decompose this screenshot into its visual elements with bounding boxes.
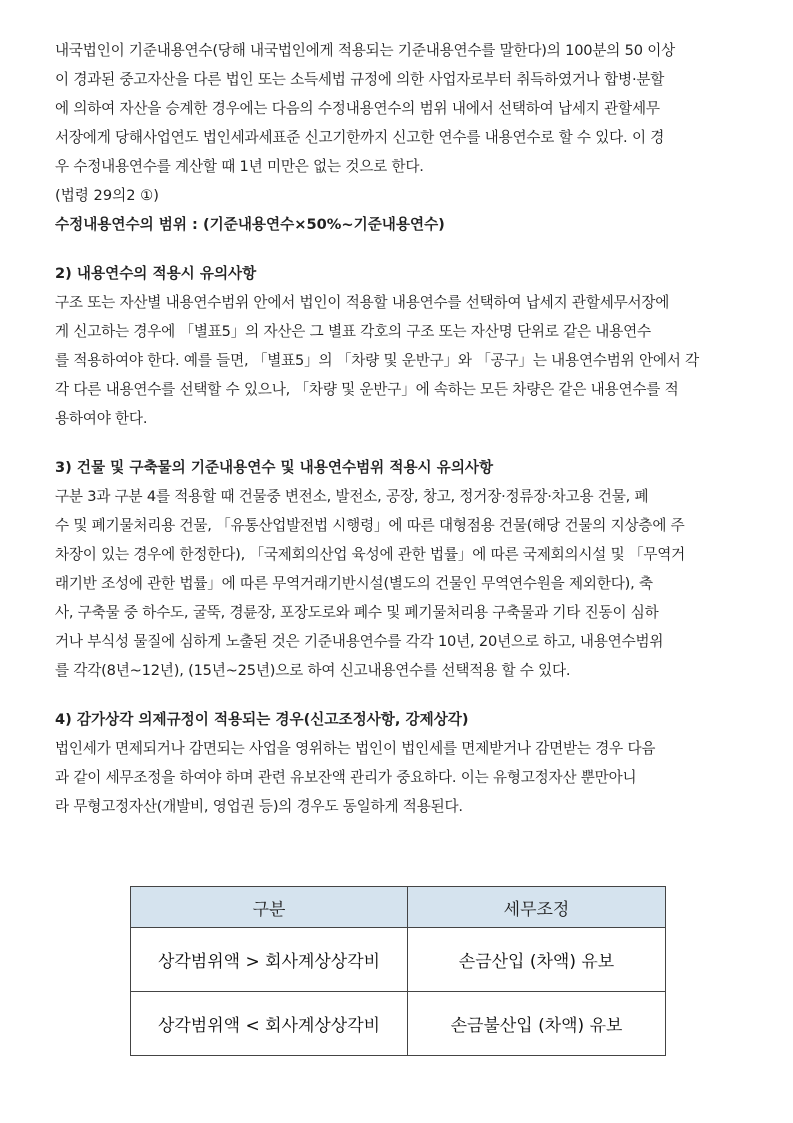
section-3-line: 구분 3과 구분 4를 적용할 때 건물중 변전소, 발전소, 공장, 창고, 정거장·정류장·차고용 건물, 폐 [55, 488, 649, 505]
table-header-row [131, 887, 666, 928]
section-2-paragraph [55, 288, 755, 433]
law-reference: (법령 29의2 ①) [55, 187, 159, 204]
table-cell: 손금산입 (차액) 유보 [408, 928, 666, 992]
intro-line: 우 수정내용연수를 계산할 때 1년 미만은 없는 것으로 한다. [55, 158, 424, 175]
section-2-heading: 2) 내용연수의 적용시 유의사항 [55, 265, 257, 282]
section-3-line: 수 및 폐기물처리용 건물, 「유통산업발전법 시행령」에 따른 대형점용 건물(해당 건물의 지상층에 주 [55, 517, 685, 534]
section-3-line: 래기반 조성에 관한 법률」에 따른 무역거래기반시설(별도의 건물인 무역연수원을 제외한다), 축 [55, 575, 653, 592]
section-2-line: 를 적용하여야 한다. 예를 들면, 「별표5」의 「차량 및 운반구」와 「공구」는 내용연수범위 안에서 각 [55, 352, 700, 369]
section-4-line: 법인세가 면제되거나 감면되는 사업을 영위하는 법인이 법인세를 면제받거나 감면받는 경우 다음 [55, 740, 656, 757]
section-4-heading: 4) 감가상각 의제규정이 적용되는 경우(신고조정사항, 강제상각) [55, 711, 469, 728]
table-row [131, 992, 666, 1056]
section-3-line: 를 각각(8년~12년), (15년~25년)으로 하여 신고내용연수를 선택적용 할 수 있다. [55, 662, 571, 679]
section-3-line: 거나 부식성 물질에 심하게 노출된 것은 기준내용연수를 각각 10년, 20년으로 하고, 내용연수범위 [55, 633, 664, 650]
column-header-category: 구분 [131, 887, 408, 928]
section-2-line: 용하여야 한다. [55, 410, 148, 427]
tax-adjustment-table [130, 886, 666, 1056]
section-3-heading: 3) 건물 및 구축물의 기준내용연수 및 내용연수범위 적용시 유의사항 [55, 459, 494, 476]
section-2-line: 구조 또는 자산별 내용연수범위 안에서 법인이 적용할 내용연수를 선택하여 납세지 관할세무서장에 [55, 294, 670, 311]
intro-line: 내국법인이 기준내용연수(당해 내국법인에게 적용되는 기준내용연수를 말한다)의 100분의 50 이상 [55, 42, 676, 59]
section-3-line: 사, 구축물 중 하수도, 굴뚝, 경륜장, 포장도로와 폐수 및 폐기물처리용 구축물과 기타 진동이 심하 [55, 604, 659, 621]
table-cell: 상각범위액 > 회사계상상각비 [131, 928, 408, 992]
section-2-line: 게 신고하는 경우에 「별표5」의 자산은 그 별표 각호의 구조 또는 자산명 단위로 같은 내용연수 [55, 323, 651, 340]
section-2-line: 각 다른 내용연수를 선택할 수 있으나, 「차량 및 운반구」에 속하는 모든 차량은 같은 내용연수를 적 [55, 381, 679, 398]
table-row [131, 928, 666, 992]
intro-line: 서장에게 당해사업연도 법인세과세표준 신고기한까지 신고한 연수를 내용연수로 할 수 있다. 이 경 [55, 129, 665, 146]
revised-life-range: 수정내용연수의 범위 : (기준내용연수×50%~기준내용연수) [55, 216, 445, 233]
section-4-line: 과 같이 세무조정을 하여야 하며 관련 유보잔액 관리가 중요하다. 이는 유형고정자산 뿐만아니 [55, 769, 637, 786]
intro-paragraph [55, 36, 755, 181]
document-page [55, 36, 755, 821]
column-header-tax-adjustment: 세무조정 [408, 887, 666, 928]
section-4-line: 라 무형고정자산(개발비, 영업권 등)의 경우도 동일하게 적용된다. [55, 798, 463, 815]
intro-line: 이 경과된 중고자산을 다른 법인 또는 소득세법 규정에 의한 사업자로부터 취득하였거나 합병·분할 [55, 71, 665, 88]
section-3-paragraph [55, 482, 755, 685]
table-cell: 상각범위액 < 회사계상상각비 [131, 992, 408, 1056]
section-3-line: 차장이 있는 경우에 한정한다), 「국제회의산업 육성에 관한 법률」에 따른 국제회의시설 및 「무역거 [55, 546, 686, 563]
section-4-paragraph [55, 734, 755, 821]
intro-line: 에 의하여 자산을 승계한 경우에는 다음의 수정내용연수의 범위 내에서 선택하여 납세지 관할세무 [55, 100, 660, 117]
table-cell: 손금불산입 (차액) 유보 [408, 992, 666, 1056]
